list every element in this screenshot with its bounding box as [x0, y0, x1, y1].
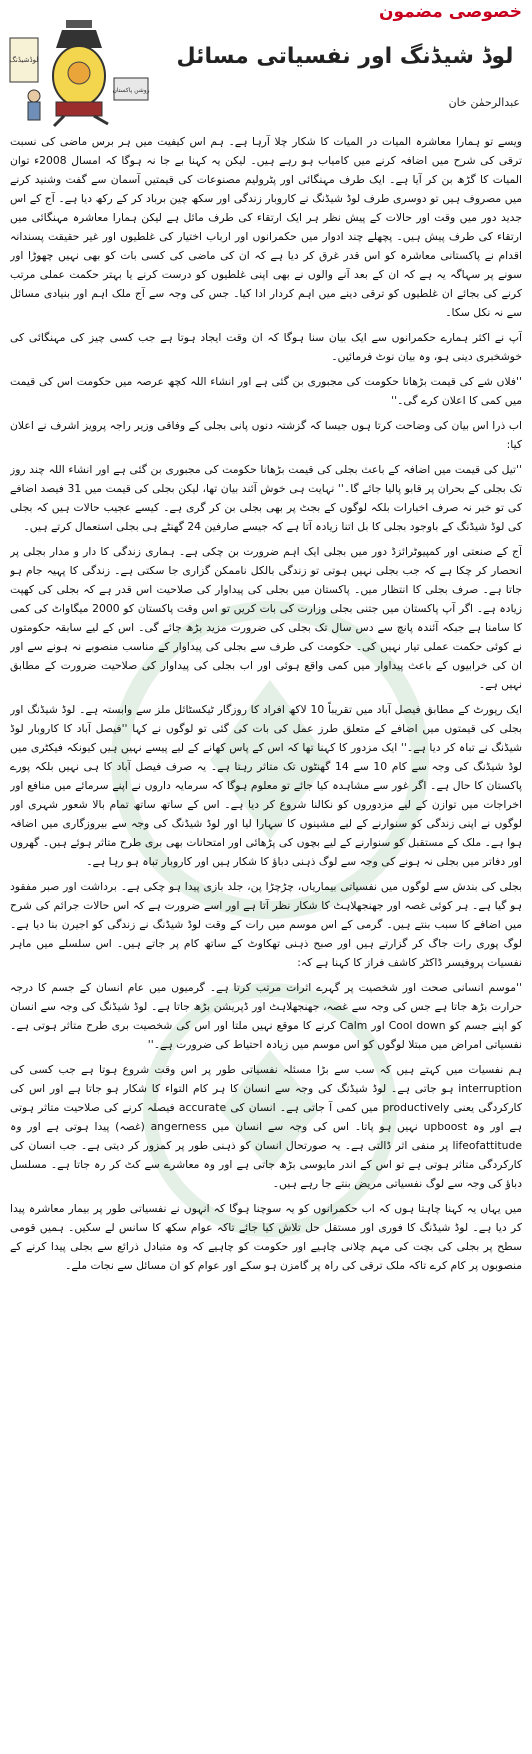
cartoon-sign-text: لوڈشیڈنگ — [9, 56, 39, 64]
section-label: خصوصی مضمون — [378, 2, 522, 22]
paragraph: آپ نے اکثر ہمارے حکمرانوں سے ایک بیان سنا ہوگا کہ ان وقت ایجاد ہوتا ہے جب کسی چیز کی مہنگائی کی خوشخبری دینی ہو، وہ بیان نوٹ فرمائیں۔ — [10, 331, 522, 363]
cartoon-illustration — [4, 18, 154, 128]
paragraph: میں یہاں یہ کہنا چاہتا ہوں کہ اب حکمرانوں کو یہ سوچنا ہوگا کہ انہوں نے نفسیاتی طور پر بیمار معاشرہ پیدا کر دیا ہے۔ لوڈ شیڈنگ کا فوری اور مستقل حل تلاش کیا جائے تاکہ عوام سکھ کا سانس لے سکیں۔ ہمیں قومی سطح پر بجلی کی بچت کی مہم چلانی چاہیے اور حکومت کو چاہیے کہ وہ متبادل ذرائع سے بجلی پیدا کرنے کے منصوبوں پر کام کرے تاکہ ملک ترقی کی راہ پر گامزن ہو سکے اور عوام کو ان مسائل سے نجات ملے۔ — [10, 1202, 522, 1272]
paragraph: ویسے تو ہمارا معاشرہ المیات در المیات کا شکار چلا آرہا ہے۔ ہم اس کیفیت میں ہر برس ماضی کی نسبت ترقی کی شرح میں اضافہ کرنے میں کامیاب ہو رہے ہیں۔ لیکن یہ کہنا بے جا نہ ہوگا کہ امسال 2008ء توان المیات کا گڑھ بن کر آیا ہے۔ ایک طرف مہنگائی اور پٹرولیم مصنوعات کی قیمتیں آسمان سے گفت وشنید کرنے میں مصروف ہیں تو دوسری طرف لوڈ شیڈنگ نے کاروبار زندگی اور سکھ چین برباد کر کے رکھ دیا ہے۔ آج کے اس جدید دور میں وقت اور حالات کے پیش نظر ہر ایک ارتقاء کی طرف مائل ہے لیکن ہمارا معاشرہ مہنگائی میں ارتقاء کی طرف پیش ہیں۔ پچھلے چند ادوار میں حکمرانوں اور ارباب اختیار کی غلطیوں اور غیر حقیقت پسندانہ اقدام نے پاکستانی معاشرہ کو اس قدر غرق کر دیا ہے کہ ان کی ماضی کی کسی بات کو بھی نہیں چھوڑا اور سونے پر سہاگہ یہ ہے کہ ان کے بعد آنے والوں نے بھی اپنی غلطیوں کو درست کرنے یا بہتر حکمت عملی مرتب کرنے کی بجائے ان غلطیوں کو ترقی دینے میں اہم کردار ادا کیا۔ جس کی وجہ سے آج ملک اہم اور بنیادی مسائل سے نہ نکل سکا۔ — [10, 135, 522, 319]
lantern-cartoon — [4, 18, 154, 128]
paragraph: اب ذرا اس بیان کی وضاحت کرتا ہوں جیسا کہ گزشتہ دنوں پانی بجلی کے وفاقی وزیر راجہ پرویز اشرف نے اعلان کیا: — [10, 419, 522, 451]
paragraph: بجلی کی بندش سے لوگوں میں نفسیاتی بیماریاں، چڑچڑا پن، جلد بازی پیدا ہو چکی ہے۔ برداشت اور صبر مفقود ہو گیا ہے۔ ہر کوئی غصہ اور جھنجھلاہٹ کا شکار نظر آتا ہے اور اسے ضرورت ہے کہ اس حالات جرائم کی شرح میں اضافے کا سبب بنتے ہیں۔ گرمی کے اس موسم میں رات کے وقت لوڈ شیڈنگ نے زندگی کو اجیرن بنا دیا ہے۔ لوگ پوری رات جاگ کر گزارتے ہیں اور صبح ذہنی تھکاوٹ کے ساتھ کام پر جاتے ہیں۔ اس سلسلے میں ماہر نفسیات پروفیسر ڈاکٹر کاشف فراز کا کہنا ہے کہ: — [10, 880, 522, 969]
paragraph: ایک رپورٹ کے مطابق فیصل آباد میں تقریباً 10 لاکھ افراد کا روزگار ٹیکسٹائل ملز سے وابستہ ہے۔ لوڈ شیڈنگ اور بجلی کی قیمتوں میں اضافے کے متعلق طرز عمل کی بات کی گئی تو لوگوں نے کہا ''فیصل آباد کا کاروبار لوڈ شیڈنگ نے تباہ کر دیا ہے۔'' ایک مزدور کا کہنا تھا کہ اس کے پاس کھانے کے لیے پیسے نہیں ہیں کیونکہ فیکٹری میں لوڈ شیڈنگ کی وجہ سے کام 10 سے 14 گھنٹوں تک متاثر رہتا ہے۔ یہ صرف فیصل آباد کا ہی نہیں بلکہ پورے پاکستان کا حال ہے۔ اگر غور سے مشاہدہ کیا جائے تو معلوم ہوگا کہ سرمایہ داروں نے اپنے سرمائے میں منافع اور اخراجات میں توازن کے لیے مزدوروں کو نکالنا شروع کر دیا ہے۔ اس کے ساتھ ساتھ تمام بالا شعور شہری اور لوگوں نے اپنی زندگی کو سنوارنے کے لیے مشینوں کا سہارا لیا اور لوڈ شیڈنگ کی وجہ سے بیروزگاری میں اضافہ ہوا ہے۔ ملک کے مستقبل کو سنوارنے کے لیے بچوں کی پڑھائی اور امتحانات بھی بری طرح متاثر ہوئے ہیں۔ گھروں اور دفاتر میں بجلی نہ ہونے کی وجہ سے لوگ ذہنی دباؤ کا شکار ہیں اور کاروبار تباہ ہو رہا ہے۔ — [10, 703, 522, 868]
quote-paragraph: ''موسم انسانی صحت اور شخصیت پر گہرے اثرات مرتب کرتا ہے۔ گرمیوں میں عام انسان کے جسم کا درجہ حرارت بڑھ جاتا ہے جس کی وجہ سے غصہ، جھنجھلاہٹ اور ڈپریشن بڑھ جاتا ہے۔ لوڈ شیڈنگ کی وجہ سے انسان کو اپنے جسم کو Cool down اور Calm کرنے کا موقع نہیں ملتا اور اس کی شخصیت بری طرح متاثر ہوتی ہے۔ نفسیاتی امراض میں مبتلا لوگوں کو اس موسم میں زیادہ احتیاط کی ضرورت ہے۔'' — [10, 981, 522, 1051]
cartoon-board-text: روشن پاکستان — [112, 87, 150, 94]
quote-paragraph: ''فلاں شے کی قیمت بڑھانا حکومت کی مجبوری بن گئی ہے اور انشاء اللہ کچھ عرصہ میں حکومت اس کی قیمت میں کمی کا اعلان کرے گی۔'' — [10, 375, 522, 407]
article-body — [10, 132, 522, 1750]
paragraph: آج کے صنعتی اور کمپیوٹرائزڈ دور میں بجلی ایک اہم ضرورت بن چکی ہے۔ ہماری زندگی کا دار و مدار بجلی پر انحصار کر چکا ہے کہ جب بجلی نہیں ہوتی تو زندگی بالکل ناممکن گزاری جا سکتی ہے۔ زندگی کا پہیہ جام ہو جاتا ہے۔ صرف بجلی کا انتظار میں۔ پاکستان میں بجلی کی پیداوار کی صلاحیت اس قدر ہے کہ بجلی کی کھپت زیادہ ہے۔ اگر آپ پاکستان میں جتنی بجلی وزارت کی بات کریں تو اس وقت پاکستان کو 2000 میگاواٹ کی کمی کا سامنا ہے جبکہ آئندہ پانچ سے دس سال تک بجلی کی ضرورت مزید بڑھ جائے گی۔ اس کے لیے سابقہ حکومتوں نے کوئی حکمت عملی تیار نہیں کی۔ حکومت کی طرف سے بجلی کی پیداوار کے مناسب منصوبے نہ ہونے سے اور ان کی خرابیوں کے باعث پیداوار میں کمی واقع ہوئی اور اب بجلی کی پیداوار کی صلاحیت ضرورت کے مطابق نہیں ہے۔ — [10, 545, 522, 691]
paragraph: ہم نفسیات میں کہتے ہیں کہ سب سے بڑا مسئلہ نفسیاتی طور پر اس وقت شروع ہوتا ہے جب کسی کی interruption ہو جاتی ہے۔ لوڈ شیڈنگ کی وجہ سے انسان کا ہر کام التواء کا شکار ہو جاتا ہے اور اس کی کارکردگی یعنی productively میں کمی آ جاتی ہے۔ انسان کی accurate فیصلہ کرنے کی صلاحیت متاثر ہوتی ہے اور وہ upboost نہیں ہو پاتا۔ اس کی وجہ سے انسان میں angerness (غصہ) پیدا ہوتی ہے اور وہ lifeofattitude پر منفی اثر ڈالتی ہے۔ یہ صورتحال انسان کو ذہنی طور پر کمزور کر دیتی ہے۔ جب انسان کی کارکردگی متاثر ہوتی ہے تو اس کے اندر مایوسی بڑھ جاتی ہے اور وہ معاشرے سے کٹ کر رہ جاتا ہے۔ مسلسل دباؤ کی وجہ سے لوگ نفسیاتی مریض بنتے جا رہے ہیں۔ — [10, 1063, 522, 1190]
quote-paragraph: ''تیل کی قیمت میں اضافہ کے باعث بجلی کی قیمت بڑھانا حکومت کی مجبوری بن گئی ہے اور انشاء اللہ چند روز تک بجلی کے بحران پر قابو پالیا جائے گا۔'' نہایت ہی خوش آئند بیان تھا، لیکن بجلی کی قیمت میں 31 فیصد اضافے کی تو خبر نہ صرف اخبارات بلکہ لوگوں کے بجٹ پر بھی بجلی بن کر گری ہے۔ کیسے عجیب حالات ہیں کہ بجلی کی لوڈ شیڈنگ کے باوجود بجلی کا بل اتنا زیادہ آتا ہے کہ جیسے صارفین 24 گھنٹے ہی بجلی استعمال کرتے ہیں۔ — [10, 463, 522, 533]
author-name: عبدالرحمٰن خان — [448, 96, 520, 109]
article-title: لوڈ شیڈنگ اور نفسیاتی مسائل — [176, 44, 514, 69]
